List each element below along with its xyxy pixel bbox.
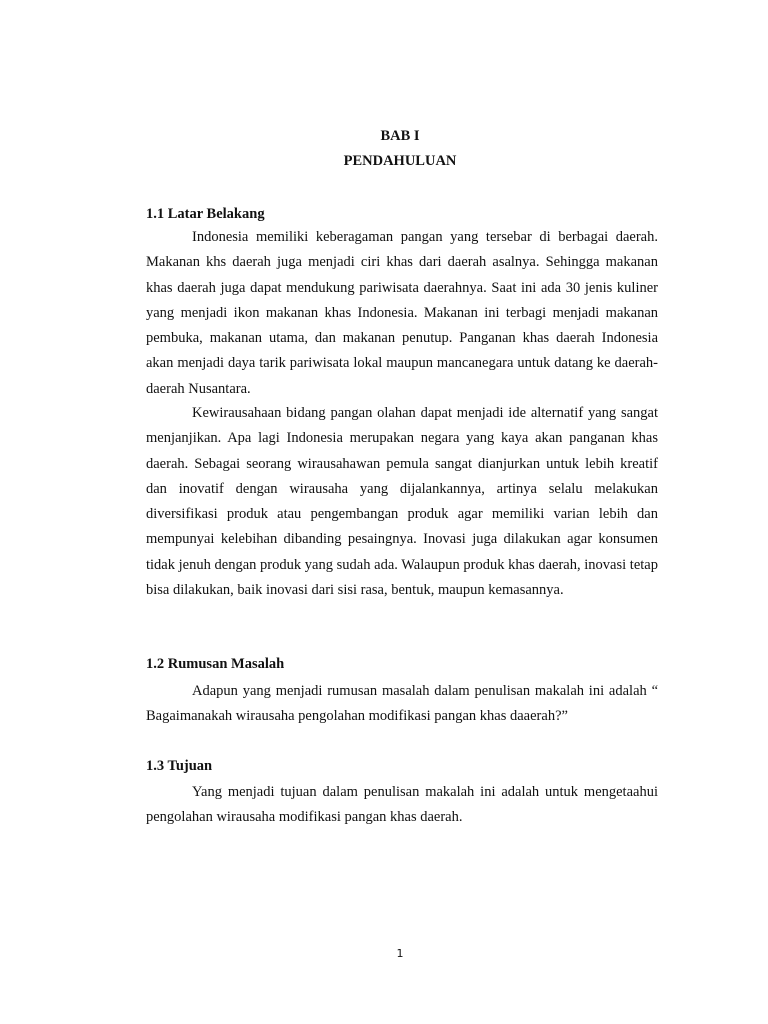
chapter-number: BAB I bbox=[380, 128, 420, 144]
paragraph-tujuan: Yang menjadi tujuan dalam penulisan makalah ini adalah untuk mengetaahui pengolahan wirausaha modifikasi pangan khas daerah. bbox=[146, 784, 658, 826]
section-heading-latar-belakang: 1.1 Latar Belakang bbox=[146, 206, 265, 222]
section-heading-rumusan-masalah: 1.2 Rumusan Masalah bbox=[146, 656, 285, 672]
paragraph-rumusan-masalah: Adapun yang menjadi rumusan masalah dalam penulisan makalah ini adalah “ Bagaimanakah wirausaha pengolahan modifikasi pangan khas daaerah?” bbox=[146, 683, 658, 725]
section-heading-tujuan: 1.3 Tujuan bbox=[146, 758, 213, 774]
chapter-title: PENDAHULUAN bbox=[343, 153, 457, 169]
page-number: 1 bbox=[396, 947, 404, 960]
paragraph-latar-belakang-1: Indonesia memiliki keberagaman pangan yang tersebar di berbagai daerah. Makanan khs daerah juga menjadi ciri khas dari daerah asalnya. Sehingga makanan khas daerah juga dapat mendukung pariwisata daerahnya. Saat ini ada 30 jenis kuliner yang menjadi ikon makanan khas Indonesia. Makanan ini terbagi menjadi makanan pembuka, makanan utama, dan makanan penutup. Panganan khas daerah Indonesia akan menjadi daya tarik pariwisata lokal maupun mancanegara untuk datang ke daerah-daerah Nusantara. bbox=[146, 229, 658, 397]
paragraph-latar-belakang-2: Kewirausahaan bidang pangan olahan dapat menjadi ide alternatif yang sangat menjanjikan. Apa lagi Indonesia merupakan negara yang kaya akan panganan khas daerah. Sebagai seorang wirausahawan pemula sangat dianjurkan untuk lebih kreatif dan inovatif dengan wirausaha yang dijalankannya, artinya selalu melakukan diversifikasi produk atau pengembangan produk agar memiliki varian lebih dan mempunyai kelebihan dibanding pesaingnya. Inovasi juga dilakukan agar konsumen tidak jenuh dengan produk yang sudah ada. Walaupun produk khas daerah, inovasi tetap bisa dilakukan, baik inovasi dari sisi rasa, bentuk, maupun kemasannya. bbox=[146, 405, 658, 599]
